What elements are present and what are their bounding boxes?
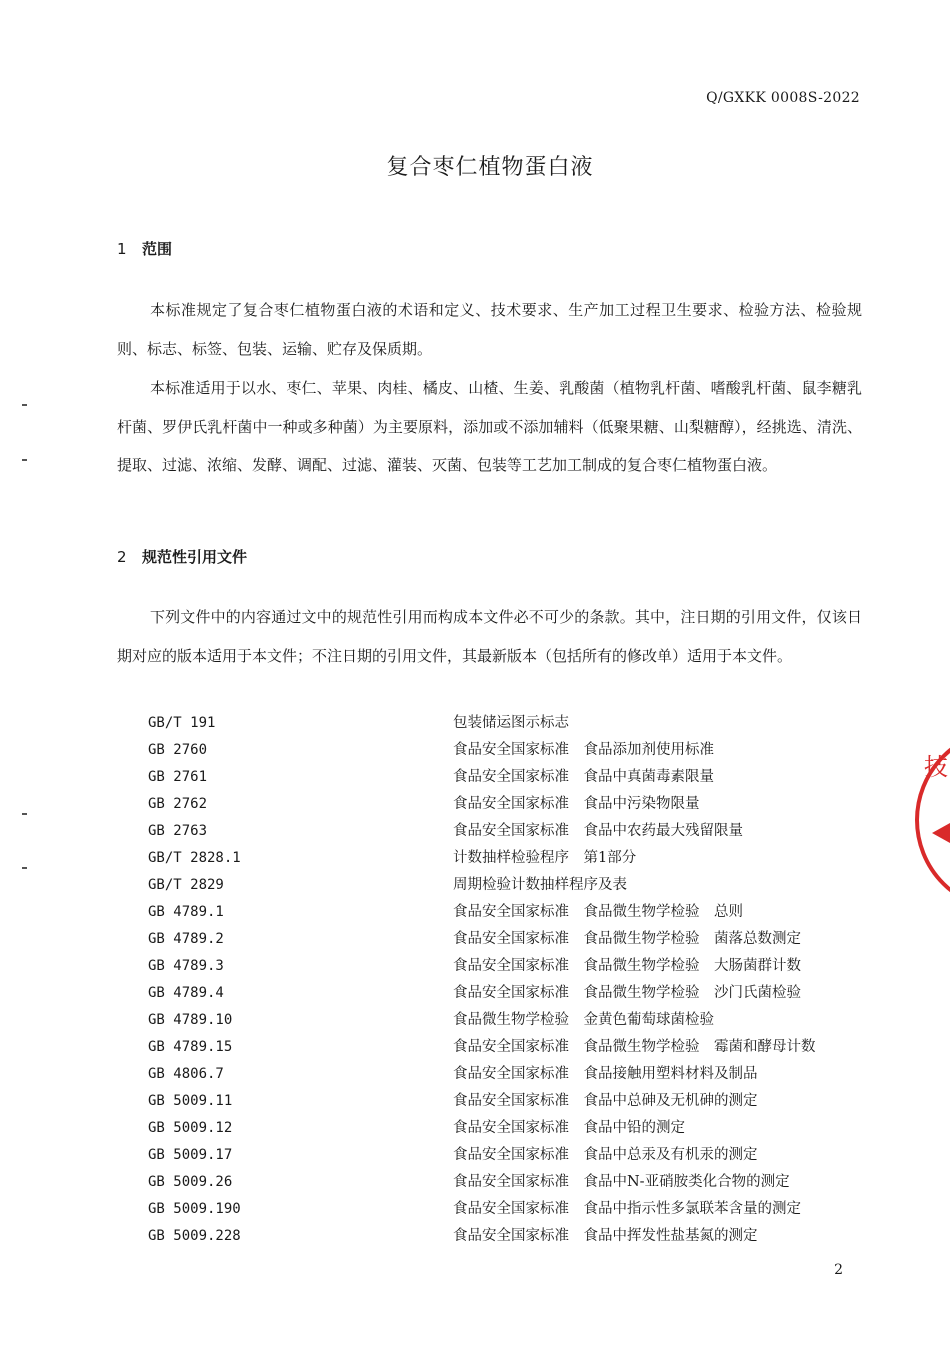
- reference-title: 食品安全国家标准 食品中总砷及无机砷的测定: [453, 1093, 758, 1109]
- reference-title: 食品安全国家标准 食品微生物学检验 总则: [453, 904, 743, 920]
- reference-row: [148, 1223, 868, 1250]
- reference-title: 食品安全国家标准 食品微生物学检验 霉菌和酵母计数: [453, 1039, 816, 1055]
- reference-row: [148, 1061, 868, 1088]
- reference-code: GB/T 2829: [148, 877, 224, 893]
- section-heading-normative-references: [117, 546, 247, 567]
- reference-code: GB 5009.190: [148, 1201, 241, 1217]
- reference-code: GB 2762: [148, 796, 208, 812]
- reference-row: [148, 1169, 868, 1196]
- reference-row: [148, 1142, 868, 1169]
- reference-code: GB 4789.2: [148, 931, 224, 947]
- reference-row: [148, 872, 868, 899]
- section-number: 1: [117, 240, 127, 258]
- reference-title: 食品微生物学检验 金黄色葡萄球菌检验: [453, 1012, 714, 1028]
- reference-row: [148, 818, 868, 845]
- scan-mark: [22, 459, 27, 461]
- scan-mark: [22, 404, 27, 406]
- reference-code: GB 2760: [148, 742, 208, 758]
- reference-title: 食品安全国家标准 食品中总汞及有机汞的测定: [453, 1147, 758, 1163]
- reference-code: GB 4789.1: [148, 904, 224, 920]
- reference-code: GB 5009.12: [148, 1120, 233, 1136]
- reference-title: 食品安全国家标准 食品微生物学检验 菌落总数测定: [453, 931, 801, 947]
- page-number: 2: [834, 1262, 843, 1278]
- section-number: 2: [117, 548, 127, 566]
- reference-code: GB 2761: [148, 769, 208, 785]
- reference-row: [148, 899, 868, 926]
- reference-row: [148, 845, 868, 872]
- reference-code: GB 5009.228: [148, 1228, 241, 1244]
- seal-text: 技: [924, 753, 948, 781]
- document-title: 复合枣仁植物蛋白液: [386, 155, 594, 180]
- reference-title: 食品安全国家标准 食品微生物学检验 沙门氏菌检验: [453, 985, 801, 1001]
- scan-mark: [22, 867, 27, 869]
- reference-title: 周期检验计数抽样程序及表: [453, 877, 627, 893]
- reference-title: 食品安全国家标准 食品中真菌毒素限量: [453, 769, 714, 785]
- reference-title: 食品安全国家标准 食品接触用塑料材料及制品: [453, 1066, 758, 1082]
- reference-code: GB 5009.11: [148, 1093, 233, 1109]
- section-heading-scope: [117, 238, 172, 259]
- reference-title: 计数抽样检验程序 第1部分: [453, 850, 637, 866]
- reference-title: 食品安全国家标准 食品添加剂使用标准: [453, 742, 714, 758]
- reference-row: [148, 980, 868, 1007]
- reference-code: GB 2763: [148, 823, 208, 839]
- reference-row: [148, 1196, 868, 1223]
- reference-code: GB 4789.10: [148, 1012, 233, 1028]
- paragraph-references-intro: 下列文件中的内容通过文中的规范性引用而构成本文件必不可少的条款。其中，注日期的引用文件，仅该日期对应的版本适用于本文件；不注日期的引用文件，其最新版本（包括所有的修改单）适用于本文件。: [117, 608, 862, 665]
- reference-code: GB/T 191: [148, 715, 216, 731]
- reference-code: GB 5009.17: [148, 1147, 233, 1163]
- reference-row: [148, 953, 868, 980]
- reference-title: 食品安全国家标准 食品中农药最大残留限量: [453, 823, 743, 839]
- reference-row: [148, 1007, 868, 1034]
- reference-code: GB 4806.7: [148, 1066, 224, 1082]
- reference-row: [148, 1034, 868, 1061]
- reference-title: 食品安全国家标准 食品中铅的测定: [453, 1120, 685, 1136]
- seal-star: [932, 823, 950, 843]
- section-heading-text: 范围: [142, 240, 173, 258]
- reference-title: 食品安全国家标准 食品中N-亚硝胺类化合物的测定: [453, 1174, 790, 1190]
- reference-row: [148, 764, 868, 791]
- reference-row: [148, 791, 868, 818]
- reference-row: [148, 1115, 868, 1142]
- reference-title: 食品安全国家标准 食品中挥发性盐基氮的测定: [453, 1228, 758, 1244]
- reference-row: [148, 1088, 868, 1115]
- reference-title: 食品安全国家标准 食品中污染物限量: [453, 796, 700, 812]
- reference-code: GB 4789.3: [148, 958, 224, 974]
- paragraph-scope-1: 本标准规定了复合枣仁植物蛋白液的术语和定义、技术要求、生产加工过程卫生要求、检验方法、检验规则、标志、标签、包装、运输、贮存及保质期。: [117, 301, 862, 358]
- reference-list: [148, 710, 868, 1250]
- reference-code: GB/T 2828.1: [148, 850, 241, 866]
- standard-code: Q/GXKK 0008S-2022: [706, 90, 860, 106]
- reference-row: [148, 710, 868, 737]
- reference-title: 食品安全国家标准 食品中指示性多氯联苯含量的测定: [453, 1201, 801, 1217]
- section-heading-text: 规范性引用文件: [142, 548, 248, 566]
- scan-mark: [22, 813, 27, 815]
- reference-row: [148, 737, 868, 764]
- company-seal-stamp: [912, 715, 950, 925]
- reference-row: [148, 926, 868, 953]
- reference-title: 包装储运图示标志: [453, 715, 569, 731]
- reference-title: 食品安全国家标准 食品微生物学检验 大肠菌群计数: [453, 958, 801, 974]
- paragraph-scope-2: 本标准适用于以水、枣仁、苹果、肉桂、橘皮、山楂、生姜、乳酸菌（植物乳杆菌、嗜酸乳杆菌、鼠李糖乳杆菌、罗伊氏乳杆菌中一种或多种菌）为主要原料，添加或不添加辅料（低聚果糖、山梨糖醇），经挑选、清洗、提取、过滤、浓缩、发酵、调配、过滤、灌装、灭菌、包装等工艺加工制成的复合枣仁植物蛋白液。: [117, 379, 862, 474]
- reference-code: GB 4789.4: [148, 985, 224, 1001]
- reference-code: GB 4789.15: [148, 1039, 233, 1055]
- reference-code: GB 5009.26: [148, 1174, 233, 1190]
